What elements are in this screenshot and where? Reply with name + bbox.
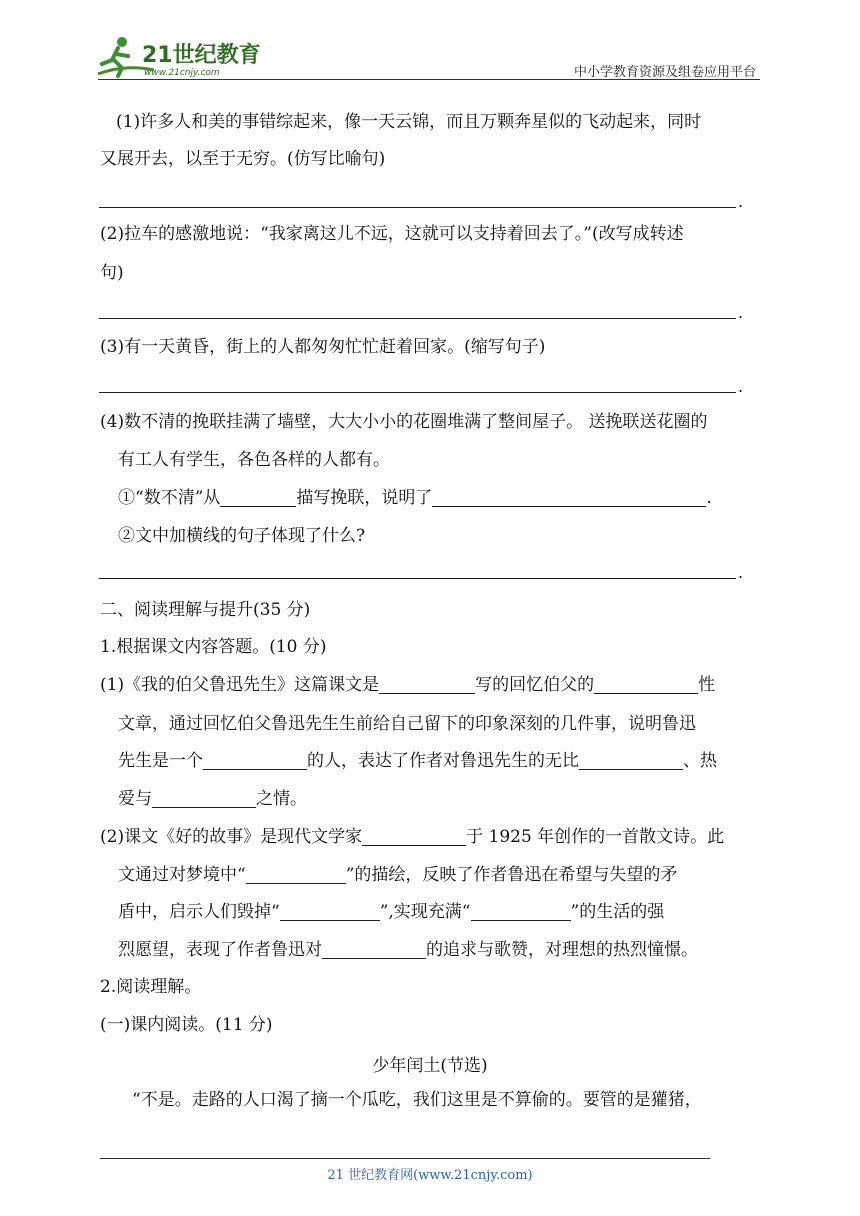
footer-divider [100, 1158, 710, 1159]
q4-answer-line [99, 578, 736, 579]
passage-title: 少年闰土(节选) [372, 1056, 488, 1076]
fill-blank[interactable] [579, 751, 683, 770]
sec2-q2-title: 2.阅读理解。 [100, 977, 202, 997]
fill-blank[interactable] [203, 751, 307, 770]
fill-blank[interactable] [280, 902, 380, 921]
svg-text:21世纪教育: 21世纪教育 [142, 43, 261, 68]
sec2-p1-line1: (1)《我的伯父鲁迅先生》这篇课文是 写的回忆伯父的 性 [100, 675, 716, 695]
fill-blank[interactable] [322, 940, 426, 959]
q1-answer-line [99, 207, 736, 208]
sec2-p2-line4: 烈愿望，表现了作者鲁迅对 的追求与歌赞，对理想的热烈憧憬。 [118, 940, 698, 960]
footer-text: 21 世纪教育网(www.21cnjy.com) [327, 1168, 533, 1183]
q1-line1: (1)许多人和美的事错综起来，像一天云锦，而且万颗奔星似的飞动起来，同时 [116, 112, 702, 132]
sec2-p1-line2: 文章，通过回忆伯父鲁迅先生生前给自己留下的印象深刻的几件事，说明鲁迅 [118, 714, 696, 734]
platform-name: 中小学教育资源及组卷应用平台 [573, 65, 756, 80]
q2-line2: 句) [100, 263, 124, 283]
fill-blank[interactable] [152, 789, 256, 808]
sec2-p2-line2: 文通过对梦境中“ ”的描绘，反映了作者鲁迅在希望与失望的矛 [118, 865, 678, 885]
svg-text:www.21cnjy.com: www.21cnjy.com [144, 68, 220, 78]
q4-line2: 有工人有学生，各色各样的人都有。 [118, 450, 390, 470]
fill-blank[interactable] [594, 675, 698, 694]
q4-line1: (4)数不清的挽联挂满了墙壁，大大小小的花圈堆满了整间屋子。 送挽联送花圈的 [100, 412, 708, 432]
q3-answer-line [99, 392, 736, 393]
sec2-p2-line3: 盾中，启示人们毁掉“ ”,实现充满“ ”的生活的强 [118, 902, 665, 922]
section2-title: 二、阅读理解与提升(35 分) [100, 600, 311, 620]
fill-blank[interactable] [379, 675, 475, 694]
sec2-sub1: (一)课内阅读。(11 分) [100, 1015, 273, 1035]
page-header [0, 0, 860, 82]
sec2-q1-title: 1.根据课文内容答题。(10 分) [100, 637, 327, 657]
q2-answer-line [99, 318, 736, 319]
sec2-p1-line4: 爱与 之情。 [118, 789, 307, 809]
passage-line1: “不是。走路的人口渴了摘一个瓜吃，我们这里是不算偷的。要管的是獾猪， [132, 1090, 702, 1110]
sec2-p2-line1: (2)课文《好的故事》是现代文学家 于 1925 年创作的一首散文诗。此 [100, 827, 725, 847]
site-logo [94, 34, 264, 80]
q4-sub2: ②文中加横线的句子体现了什么? [118, 526, 366, 546]
fill-blank[interactable] [471, 902, 571, 921]
fill-blank[interactable] [362, 827, 466, 846]
q1-line2: 又展开去，以至于无穷。(仿写比喻句) [100, 149, 386, 169]
sec2-p1-line3: 先生是一个 的人，表达了作者对鲁迅先生的无比 、热 [118, 751, 717, 771]
fill-blank[interactable] [220, 488, 296, 507]
q2-line1: (2)拉车的感激地说：“我家离这儿不远，这就可以支持着回去了。”(改写成转述 [100, 224, 684, 244]
header-divider [98, 79, 760, 80]
q4-sub1: ①“数不清”从 描写挽联，说明了 . [118, 488, 712, 508]
fill-blank[interactable] [432, 488, 706, 507]
q3-line1: (3)有一天黄昏，街上的人都匆匆忙忙赶着回家。(缩写句子) [100, 337, 546, 357]
fill-blank[interactable] [246, 865, 346, 884]
